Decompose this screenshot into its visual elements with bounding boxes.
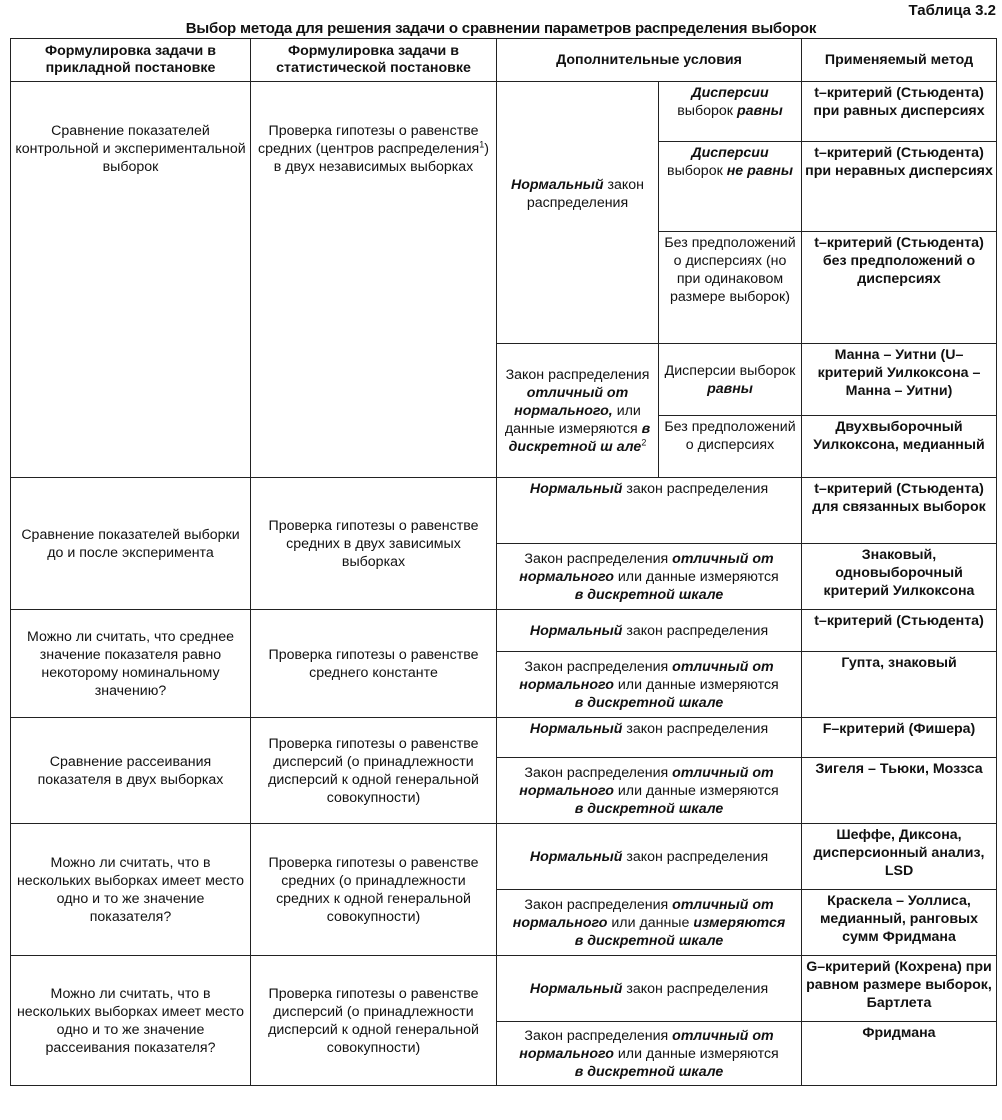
g2-statistical: Проверка гипотезы о равенстве средних в двух зависимых выборках — [251, 478, 497, 610]
g3-cond-normal: Нормальный закон распределения — [497, 610, 802, 652]
g4-applied: Сравнение рассеивания показателя в двух выборках — [11, 718, 251, 824]
table-number: Таблица 3.2 — [908, 2, 996, 19]
g6-applied: Можно ли считать, что в нескольких выборках имеет место одно и то же значение рассеивания показателя? — [11, 956, 251, 1086]
g2-method-1: t–критерий (Стьюдента) для связанных выборок — [802, 478, 997, 544]
g1-cond-nonnormal-free: Без предположений о дисперсиях — [659, 416, 802, 478]
g4-method-1: F–критерий (Фишера) — [802, 718, 997, 758]
g5-cond-nonnormal: Закон распределения отличный от нормального или данные измеряются в дискретной шкале — [497, 890, 802, 956]
table-row — [11, 718, 997, 758]
g1-method-4: Манна – Уитни (U–критерий Уилкоксона – Манна – Уитни) — [802, 344, 997, 416]
g1-cond-nonnormal-equal: Дисперсии выборок равны — [659, 344, 802, 416]
g5-method-1: Шеффе, Диксона, дисперсионный анализ, LSD — [802, 824, 997, 890]
g4-method-2: Зигеля – Тьюки, Моззса — [802, 758, 997, 824]
g3-applied: Можно ли считать, что среднее значение показателя равно некоторому номинальному значению? — [11, 610, 251, 718]
g4-statistical: Проверка гипотезы о равенстве дисперсий (о принадлежности дисперсий к одной генеральной совокупности) — [251, 718, 497, 824]
g1-nonnormal-condition: Закон распределения отличный от нормального, или данные измеряются в дискретной ш але$^2$ — [497, 344, 659, 478]
method-selection-table — [10, 38, 997, 1086]
header-method: Применяемый метод — [802, 39, 997, 82]
g1-normal-condition: Нормальный закон распределения — [497, 82, 659, 344]
table-row — [11, 478, 997, 544]
g2-cond-nonnormal: Закон распределения отличный от нормального или данные измеряются в дискретной шкале — [497, 544, 802, 610]
g1-method-5: Двухвыборочный Уилкоксона, медианный — [802, 416, 997, 478]
g1-cond-unequal-variances: Дисперсии выборок не равны — [659, 142, 802, 232]
g5-cond-normal: Нормальный закон распределения — [497, 824, 802, 890]
g5-applied: Можно ли считать, что в нескольких выборках имеет место одно и то же значение показателя? — [11, 824, 251, 956]
table-row — [11, 610, 997, 652]
g1-cond-equal-variances: Дисперсии выборок равны — [659, 82, 802, 142]
g1-method-1: t–критерий (Стьюдента) при равных дисперсиях — [802, 82, 997, 142]
g2-applied: Сравнение показателей выборки до и после эксперимента — [11, 478, 251, 610]
header-conditions: Дополнительные условия — [497, 39, 802, 82]
g1-method-3: t–критерий (Стьюдента) без предположений о дисперсиях — [802, 232, 997, 344]
g2-cond-normal: Нормальный закон распределения — [497, 478, 802, 544]
table-caption: Выбор метода для решения задачи о сравнении параметров распределения выборок — [185, 20, 817, 37]
g1-method-2: t–критерий (Стьюдента) при неравных дисперсиях — [802, 142, 997, 232]
g6-cond-normal: Нормальный закон распределения — [497, 956, 802, 1022]
g3-method-2: Гупта, знаковый — [802, 652, 997, 718]
g4-cond-nonnormal: Закон распределения отличный от нормального или данные измеряются в дискретной шкале — [497, 758, 802, 824]
g5-method-2: Краскела – Уоллиса, медианный, ранговых сумм Фридмана — [802, 890, 997, 956]
g1-statistical: Проверка гипотезы о равенстве средних (центров распределения$^1$) в двух независимых выборках — [251, 82, 497, 478]
g1-cond-no-assumptions: Без предположений о дисперсиях (но при одинаковом размере выборок) — [659, 232, 802, 344]
g3-cond-nonnormal: Закон распределения отличный от нормального или данные измеряются в дискретной шкале — [497, 652, 802, 718]
table-row — [11, 824, 997, 890]
g6-cond-nonnormal: Закон распределения отличный от нормального или данные измеряются в дискретной шкале — [497, 1022, 802, 1086]
g6-statistical: Проверка гипотезы о равенстве дисперсий (о принадлежности дисперсий к одной генеральной совокупности) — [251, 956, 497, 1086]
g2-method-2: Знаковый, одновыборочный критерий Уилкоксона — [802, 544, 997, 610]
g6-method-2: Фридмана — [802, 1022, 997, 1086]
header-applied: Формулировка задачи в прикладной постановке — [11, 39, 251, 82]
header-row — [11, 39, 997, 82]
g3-statistical: Проверка гипотезы о равенстве среднего константе — [251, 610, 497, 718]
g5-statistical: Проверка гипотезы о равенстве средних (о принадлежности средних к одной генеральной совокупности) — [251, 824, 497, 956]
g6-method-1: G–критерий (Кохрена) при равном размере выборок, Бартлета — [802, 956, 997, 1022]
header-statistical: Формулировка задачи в статистической постановке — [251, 39, 497, 82]
g1-applied: Сравнение показателей контрольной и экспериментальной выборок — [11, 82, 251, 478]
g4-cond-normal: Нормальный закон распределения — [497, 718, 802, 758]
table-row — [11, 956, 997, 1022]
g3-method-1: t–критерий (Стьюдента) — [802, 610, 997, 652]
table-row — [11, 82, 997, 142]
